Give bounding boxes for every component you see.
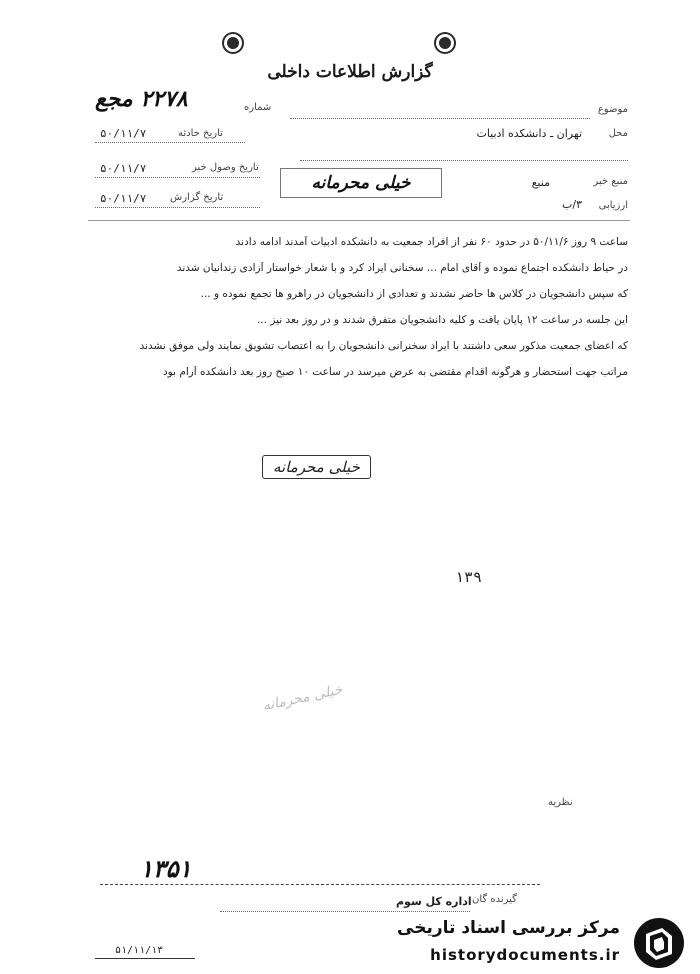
classification-stamp: خیلی محرمانه [262,455,371,479]
faint-bleed-through: خیلی محرمانه [261,681,344,715]
receipt-date-label: تاریخ وصول خبر [192,162,259,173]
website-link[interactable]: historydocuments.ir [430,946,620,964]
header-separator [88,220,630,221]
number-value: ۲۲۷۸ مجع [95,86,188,112]
page-number: ۱۳۹ [455,568,483,586]
event-date-value: ۵۰/۱۱/۷ [100,127,147,140]
archive-logo-icon [632,916,686,970]
handwritten-number: ۱۳۵۱ [140,854,192,883]
source-label: منبع خبر [593,176,628,187]
number-label: شماره [244,102,272,113]
corner-code: ۵۱/۱۱/۱۳ [115,945,164,956]
receipt-date-value: ۵۰/۱۱/۷ [100,162,147,175]
document-title: گزارش اطلاعات داخلی [267,62,433,82]
location-value: تهران ـ دانشکده ادبیات [476,127,582,140]
report-date-line [95,207,260,208]
bottom-separator [100,884,540,885]
body-line-1: ساعت ۹ روز ۵۰/۱۱/۶ در حدود ۶۰ نفر از افراد جمعیت به دانشکده ادبیات آمدند ادامه دادند [235,236,628,248]
report-date-label: تاریخ گزارش [170,192,224,203]
blank-row-line [300,160,628,161]
body-line-3: که سپس دانشجویان در کلاس ها حاضر نشدند و تعدادی از دانشجویان در راهرو ها تجمع نموده و ... [200,288,628,300]
source-value: منبع [531,176,550,189]
receipt-date-line [95,177,260,178]
comments-label: نظریه [548,797,573,808]
report-date-value: ۵۰/۱۱/۷ [100,192,147,205]
body-line-4: این جلسه در ساعت ۱۲ پایان یافت و کلیه دانشجویان متفرق شدند و در روز بعد نیز ... [256,314,628,326]
center-name: مرکز بررسی اسناد تاریخی [397,918,620,938]
handwritten-classification: خیلی محرمانه [280,168,442,198]
location-label: محل [608,128,628,139]
corner-line [95,958,195,959]
body-line-2: در حیاط دانشکده اجتماع نموده و آقای امام ... سخنانی ایراد کرد و با شعار خواستار آزادی زندانیان شدند [176,262,628,274]
event-date-label: تاریخ حادثه [178,128,223,139]
emblem-icon-right [436,34,454,52]
recipient-label: گیرنده گان [472,894,517,905]
footer-watermark [397,912,698,972]
body-line-5: که اعضای جمعیت مذکور سعی داشتند با ایراد سخنرانی دانشجویان را به اعتصاب تشویق نمایند ولی موفق نشدند [139,340,628,352]
assessment-label: ارزیابی [598,200,628,211]
event-date-line [95,142,245,143]
recipient-value: اداره کل سوم [396,895,472,908]
emblem-icon-left [224,34,242,52]
subject-label: موضوع [597,104,628,115]
assessment-value: ۳/ب [562,198,582,211]
subject-line [290,118,590,119]
body-line-6: مراتب جهت استحضار و هرگونه اقدام مقتضی به عرض میرسد در ساعت ۱۰ صبح روز بعد دانشکده آرام بود [162,366,628,378]
